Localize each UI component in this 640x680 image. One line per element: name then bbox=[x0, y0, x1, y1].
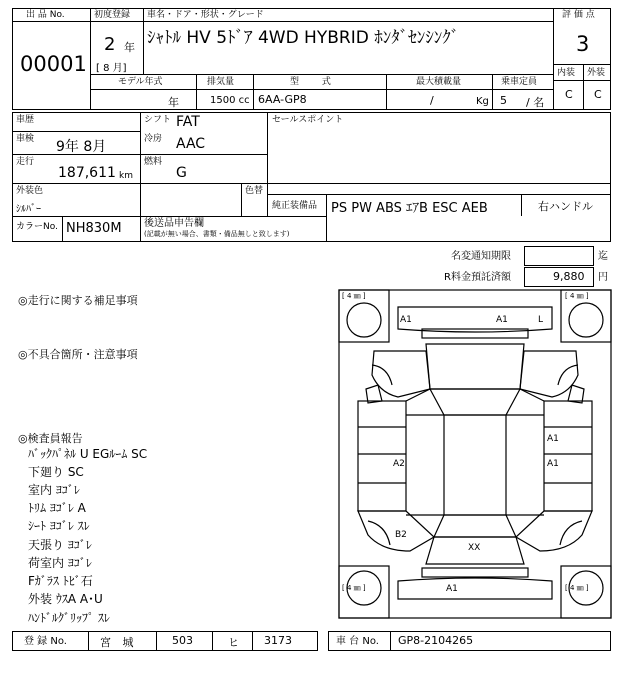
wheel-arch-rear-left bbox=[368, 521, 390, 545]
recycle-fee: 9,880 bbox=[553, 270, 585, 283]
inspector-item: Fｶﾞﾗｽ ﾄﾋﾞ石 bbox=[28, 574, 93, 588]
fender-front-left bbox=[372, 351, 430, 397]
tire-box-rear-right bbox=[561, 566, 611, 618]
transfer-deadline-label: 名変通知期限 bbox=[451, 251, 511, 262]
steering-side: 右ハンドル bbox=[538, 200, 593, 213]
wheel-arch-rear-right bbox=[560, 521, 582, 545]
model-year-label: モデル年式 bbox=[118, 77, 163, 87]
car-name-label: 車名・ドア・形状・グレード bbox=[147, 10, 264, 20]
max-load-slash: / bbox=[430, 94, 434, 107]
rear-window bbox=[434, 515, 516, 537]
interior-grade: C bbox=[565, 88, 573, 101]
shift-label: シフト bbox=[144, 115, 172, 125]
tire-tread-rear-left: [ 4 ㎜ ] bbox=[342, 584, 366, 592]
transfer-deadline-box bbox=[524, 246, 594, 266]
mileage-unit: km bbox=[119, 171, 133, 181]
damage-mark: A1 bbox=[547, 459, 559, 469]
fuel-label: 燃料 bbox=[144, 157, 163, 167]
exterior-grade-label: 外装 bbox=[587, 68, 606, 78]
fender-front-right bbox=[520, 351, 578, 397]
fuel: G bbox=[176, 165, 187, 181]
driving-notes-label: ◎走行に関する補足事項 bbox=[18, 294, 138, 307]
equipment: PS PW ABS ｴｱB ESC AEB bbox=[331, 201, 488, 216]
mileage-label: 走行 bbox=[16, 157, 35, 167]
car-damage-diagram bbox=[338, 289, 612, 619]
wheel-arch-front-left bbox=[372, 365, 392, 385]
damage-mark: A1 bbox=[446, 584, 458, 594]
exterior-grade: C bbox=[594, 88, 602, 101]
tire-front-right-icon bbox=[569, 303, 603, 337]
sales-point-label: セールスポイント bbox=[272, 115, 344, 125]
inspector-item: ﾊﾝﾄﾞﾙｸﾞﾘｯﾌﾟ ｽﾚ bbox=[28, 611, 110, 625]
body-side-left bbox=[358, 401, 406, 511]
damage-mark: A1 bbox=[400, 315, 412, 325]
first-registration-year: 2 bbox=[104, 34, 116, 55]
post-report-note: (記載が無い場合、書類・備品無しと致します) bbox=[144, 230, 290, 238]
aircon-label: 冷房 bbox=[144, 134, 163, 144]
exterior-color: ｼﾙﾊﾞｰ bbox=[16, 204, 41, 215]
registration-area: 宮 城 bbox=[100, 636, 138, 649]
inspector-item: ﾊﾞｯｸﾊﾟﾈﾙ U EGﾙｰﾑ SC bbox=[28, 447, 148, 461]
inspector-item: 室内 ﾖｺﾞﾚ bbox=[28, 483, 80, 497]
displacement-label: 排気量 bbox=[207, 77, 235, 87]
tire-tread-front-left: [ 4 ㎜ ] bbox=[342, 292, 366, 300]
mirror-left bbox=[366, 385, 382, 403]
chassis-number: GP8-2104265 bbox=[398, 634, 474, 647]
tire-tread-front-right: [ 4 ㎜ ] bbox=[565, 292, 589, 300]
model-code: 6AA-GP8 bbox=[258, 93, 307, 106]
first-registration-month: [ 8 月] bbox=[96, 63, 127, 74]
equipment-label: 純正装備品 bbox=[272, 201, 318, 211]
damage-mark: L bbox=[538, 315, 544, 325]
damage-mark: A1 bbox=[496, 315, 508, 325]
color-change-label: 色替 bbox=[245, 186, 264, 196]
registration-number: 3173 bbox=[264, 634, 292, 647]
inspection-expiry: 9年 8月 bbox=[56, 139, 107, 155]
roof bbox=[444, 415, 506, 515]
lot-number-label: 出 品 No. bbox=[26, 10, 65, 20]
inspector-item: 下廻り SC bbox=[28, 465, 84, 479]
color-number-label: カラーNo. bbox=[16, 222, 58, 232]
damage-mark: B2 bbox=[395, 530, 407, 540]
max-load-label: 最大積載量 bbox=[416, 77, 462, 87]
hood bbox=[426, 344, 524, 389]
history-label: 車歴 bbox=[16, 115, 35, 125]
exterior-color-label: 外装色 bbox=[16, 186, 44, 196]
front-grille bbox=[422, 329, 528, 338]
inspector-item: ｼｰﾄ ﾖｺﾞﾚ ｽﾚ bbox=[28, 519, 90, 533]
aircon: AAC bbox=[176, 136, 206, 152]
front-bumper bbox=[398, 307, 552, 332]
damage-mark: XX bbox=[468, 543, 481, 553]
mileage: 187,611 bbox=[58, 165, 116, 181]
recycle-fee-unit: 円 bbox=[598, 272, 608, 283]
first-registration-label: 初度登録 bbox=[94, 10, 131, 20]
color-number: NH830M bbox=[66, 221, 122, 236]
inspector-item: 天張り ﾖｺﾞﾚ bbox=[28, 538, 92, 552]
rear-plate bbox=[422, 568, 528, 577]
model-code-label: 型 式 bbox=[290, 77, 331, 87]
rear-bumper bbox=[398, 578, 552, 599]
capacity: 5 bbox=[500, 94, 507, 107]
capacity-suffix: / 名 bbox=[526, 96, 545, 109]
fender-rear-right bbox=[516, 511, 592, 551]
windshield bbox=[430, 389, 520, 415]
inspector-item: 荷室内 ﾖｺﾞﾚ bbox=[28, 556, 92, 570]
body-side-right bbox=[544, 401, 592, 511]
registration-label: 登 録 No. bbox=[24, 636, 67, 647]
post-report-label: 後送品申告欄 bbox=[144, 218, 204, 229]
registration-class: 503 bbox=[172, 634, 193, 647]
shift: FAT bbox=[176, 114, 200, 130]
mirror-right bbox=[568, 385, 584, 403]
tire-front-left-icon bbox=[347, 303, 381, 337]
max-load-unit: Kg bbox=[476, 96, 489, 107]
model-year-unit: 年 bbox=[168, 96, 179, 109]
overall-grade: 3 bbox=[576, 32, 590, 56]
chassis-number-label: 車 台 No. bbox=[336, 636, 379, 647]
displacement: 1500 cc bbox=[210, 95, 250, 106]
transfer-deadline-unit: 迄 bbox=[598, 251, 608, 262]
capacity-label: 乗車定員 bbox=[501, 77, 538, 87]
recycle-fee-label: R料金預託済額 bbox=[444, 272, 511, 283]
damage-mark: A2 bbox=[393, 459, 405, 469]
inspection-label: 車検 bbox=[16, 134, 35, 144]
tire-tread-rear-right: [ 4 ㎜ ] bbox=[565, 584, 589, 592]
inspector-item: 外装 ｳｽA A･U bbox=[28, 592, 103, 606]
tire-box-rear-left bbox=[339, 566, 389, 618]
damage-mark: A1 bbox=[547, 434, 559, 444]
car-name: ｼｬﾄﾙ HV 5ﾄﾞｱ 4WD HYBRID ﾎﾝﾀﾞｾﾝｼﾝｸﾞ bbox=[147, 28, 460, 48]
defect-notes-label: ◎不具合箇所・注意事項 bbox=[18, 348, 138, 361]
interior-grade-label: 内装 bbox=[557, 68, 576, 78]
inspector-item: ﾄﾘﾑ ﾖｺﾞﾚ A bbox=[28, 501, 86, 515]
inspector-report-label: ◎検査員報告 bbox=[18, 432, 83, 445]
grade-label: 評 価 点 bbox=[562, 10, 595, 20]
registration-kana: ヒ bbox=[228, 636, 239, 649]
lot-number: 00001 bbox=[20, 52, 87, 76]
wheel-arch-front-right bbox=[558, 365, 578, 385]
year-unit: 年 bbox=[124, 41, 135, 54]
